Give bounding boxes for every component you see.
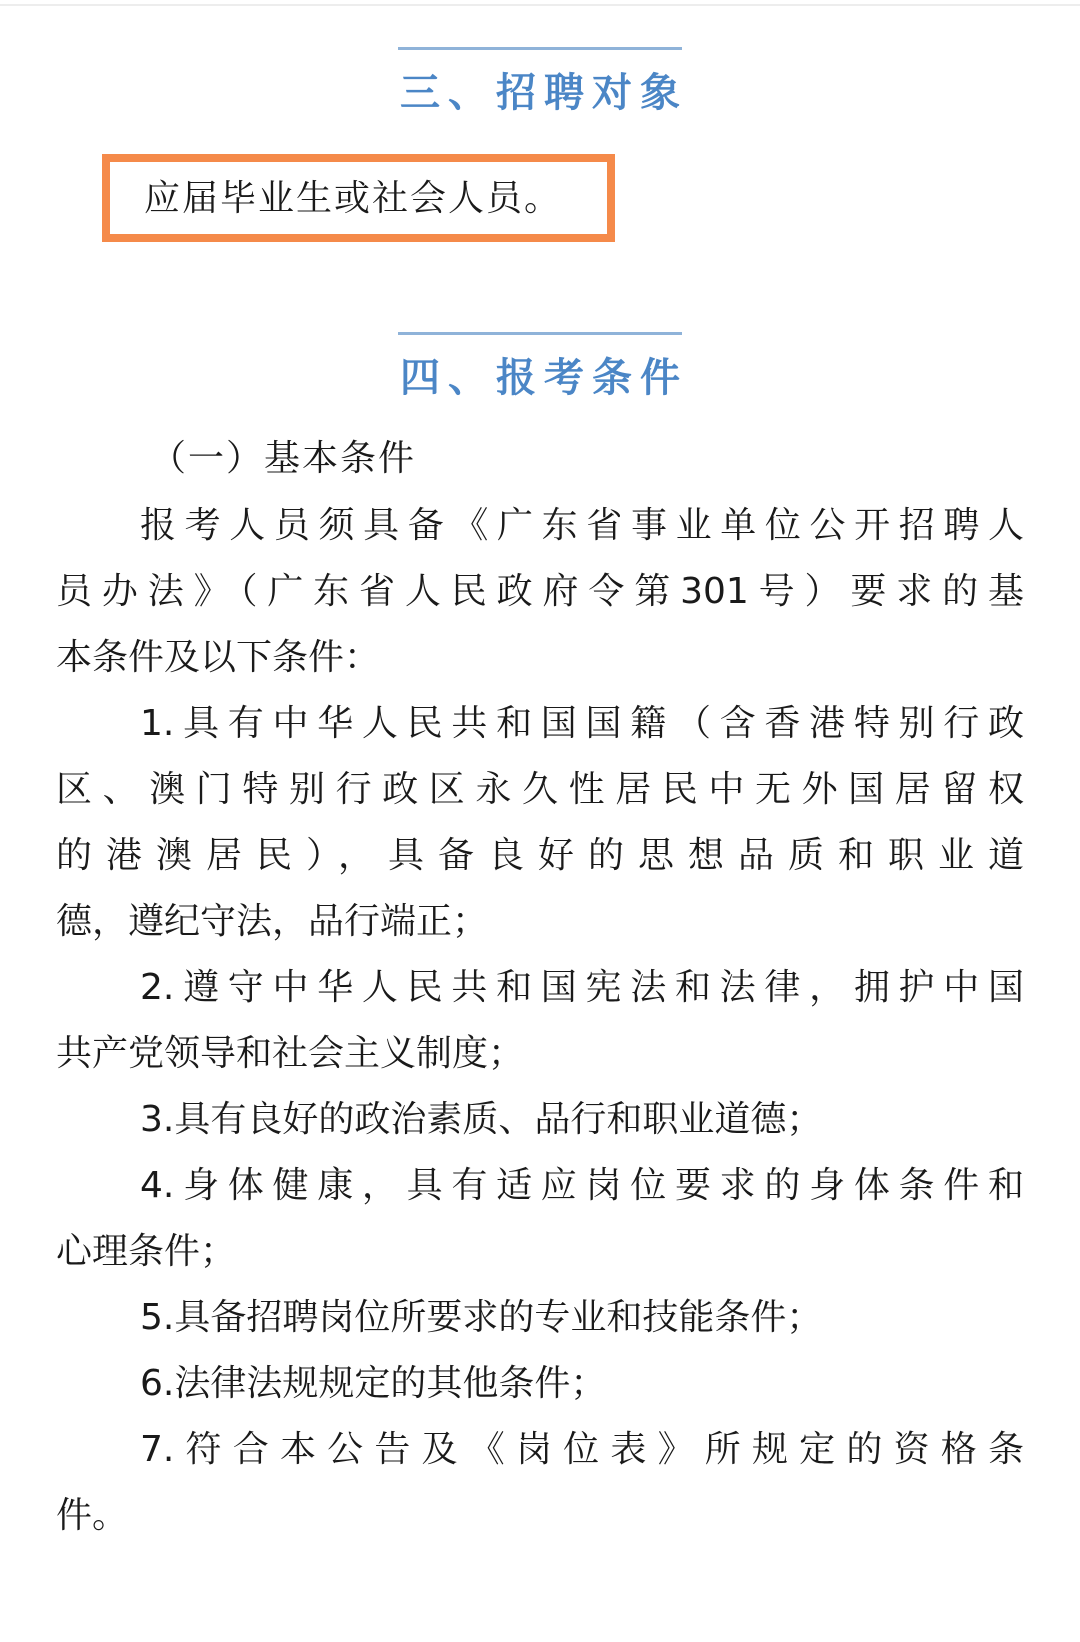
subheading-basic-conditions: （一）基本条件 [150,438,417,479]
recruit-target-text: 应届毕业生或社会人员。 [144,178,563,219]
paragraph-line: 共产党领导和社会主义制度； [56,1033,525,1074]
top-divider [0,4,1080,6]
highlighted-recruit-target [102,154,615,242]
heading-rule [398,47,682,50]
heading-rule [398,332,682,335]
paragraph-line: 心理条件； [56,1231,237,1272]
section-heading-conditions [0,332,1080,401]
paragraph-line: 3.具有良好的政治素质、品行和职业道德； [140,1099,823,1140]
paragraph-line: 4.身体健康，具有适应岗位要求的身体条件和 [140,1165,1024,1206]
paragraph-line: 员办法》（广东省人民政府令第301号）要求的基 [56,571,1024,612]
paragraph-line: 区、澳门特别行政区永久性居民中无外国居留权 [56,769,1024,810]
paragraph-line: 5.具备招聘岗位所要求的专业和技能条件； [140,1297,823,1338]
paragraph-line: 件。 [56,1495,129,1536]
section-title: 三、招聘对象 [400,70,688,116]
paragraph-line: 德，遵纪守法，品行端正； [56,901,489,942]
paragraph-line: 的港澳居民），具备良好的思想品质和职业道 [56,835,1024,876]
section-heading-recruit-target [0,47,1080,116]
paragraph-line: 7.符合本公告及《岗位表》所规定的资格条 [140,1429,1024,1470]
paragraph-line: 报考人员须具备《广东省事业单位公开招聘人 [140,505,1024,546]
section-title: 四、报考条件 [400,355,688,401]
paragraph-line: 6.法律法规规定的其他条件； [140,1363,607,1404]
paragraph-line: 1.具有中华人民共和国国籍（含香港特别行政 [140,703,1024,744]
paragraph-line: 本条件及以下条件： [56,637,381,678]
paragraph-line: 2.遵守中华人民共和国宪法和法律，拥护中国 [140,967,1024,1008]
